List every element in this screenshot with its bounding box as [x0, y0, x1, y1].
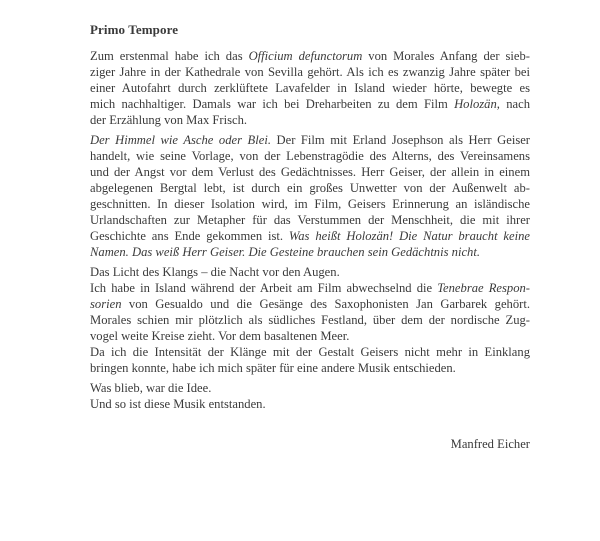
text-segment: Und so ist diese Musik entstanden.	[90, 397, 266, 411]
text-segment: von Morales Anfang der sieb-	[362, 49, 530, 63]
text-line	[90, 380, 530, 396]
paragraph-3	[90, 264, 530, 376]
text-segment: Zum erstenmal habe ich das	[90, 49, 249, 63]
text-line	[90, 64, 530, 80]
text-line	[90, 180, 530, 196]
text-segment: handelt, wie seine Vorlage, von der Lebenstragödie des Alterns, des Vereinsamens	[90, 149, 530, 163]
italic-text: Tenebrae Respon-	[437, 281, 530, 295]
text-segment: der Erzählung von Max Frisch.	[90, 113, 248, 127]
text-line	[90, 112, 530, 128]
italic-text: Holozän,	[454, 97, 500, 111]
author-signature: Manfred Eicher	[450, 437, 530, 451]
text-line	[90, 80, 530, 96]
italic-text: sorien	[90, 297, 122, 311]
text-line	[90, 312, 530, 328]
text-segment: Morales schien mir plötzlich als südliches Festland, über dem der nordische Zug-	[90, 313, 530, 327]
text-line	[90, 328, 530, 344]
paragraph-4	[90, 380, 530, 412]
text-line	[90, 148, 530, 164]
text-segment: Da ich die Intensität der Klänge mit der Gestalt Geisers nicht mehr in Einklang	[90, 345, 530, 359]
text-line	[90, 360, 530, 376]
text-segment: bringen konnte, habe ich mich später für eine andere Musik entschieden.	[90, 361, 456, 375]
text-line	[90, 196, 530, 212]
text-segment: Was blieb, war die Idee.	[90, 381, 212, 395]
text-segment: einer Autofahrt durch zerklüftete Lavafelder in Island wieder hörte, bewegte es	[90, 81, 530, 95]
text-line	[90, 132, 530, 148]
text-segment: Urlandschaften zur Metapher für das Verstummen der Menschheit, die mit ihrer	[90, 213, 530, 227]
text-segment: Der Film mit Erland Josephson als Herr Geiser	[270, 133, 530, 147]
text-line	[90, 228, 530, 244]
text-line	[90, 344, 530, 360]
text-line	[90, 96, 530, 112]
text-segment: und der Angst vor dem Verlust des Gedächtnisses. Herr Geiser, der allein in einem	[90, 165, 530, 179]
text-segment: nach	[499, 97, 530, 111]
text-segment: Das Licht des Klangs – die Nacht vor den Augen.	[90, 265, 340, 279]
text-segment: mich nachhaltiger. Damals war ich bei Dreharbeiten zu dem Film	[90, 97, 455, 111]
text-line	[90, 212, 530, 228]
text-line	[90, 48, 530, 64]
italic-text: Namen. Das weiß Herr Geiser. Die Gesteine brauchen sein Gedächtnis nicht.	[90, 245, 480, 259]
text-segment: Geschichte ans Ende gekommen ist.	[90, 229, 289, 243]
italic-text: Was heißt Holozän! Die Natur braucht keine	[288, 229, 530, 243]
text-line	[90, 396, 530, 412]
text-line	[90, 244, 530, 260]
text-segment: von Gesualdo und die Gesänge des Saxophonisten Jan Garbarek gehört.	[121, 297, 530, 311]
text-line	[90, 164, 530, 180]
paragraph-2	[90, 132, 530, 260]
text-segment: abgelegenen Bergtal lebt, ist durch ein großes Unwetter von der Außenwelt ab-	[90, 181, 530, 195]
text-line	[90, 264, 530, 280]
italic-text: Der Himmel wie Asche oder Blei.	[90, 133, 271, 147]
essay-title: Primo Tempore	[90, 22, 179, 37]
text-segment: Ich habe in Island während der Arbeit am Film abwechselnd die	[90, 281, 438, 295]
text-segment: ziger Jahre in der Kathedrale von Sevilla gehört. Als ich es zwanzig Jahre später bei	[90, 65, 530, 79]
italic-text: Officium defunctorum	[248, 49, 363, 63]
text-line	[90, 280, 530, 296]
text-line	[90, 296, 530, 312]
text-segment: vogel weite Kreise zieht. Vor dem basaltenen Meer.	[90, 329, 350, 343]
paragraph-1	[90, 48, 530, 128]
text-segment: geschnitten. In dieser Isolation wird, im Film, Geisers Erinnerung an isländische	[90, 197, 530, 211]
